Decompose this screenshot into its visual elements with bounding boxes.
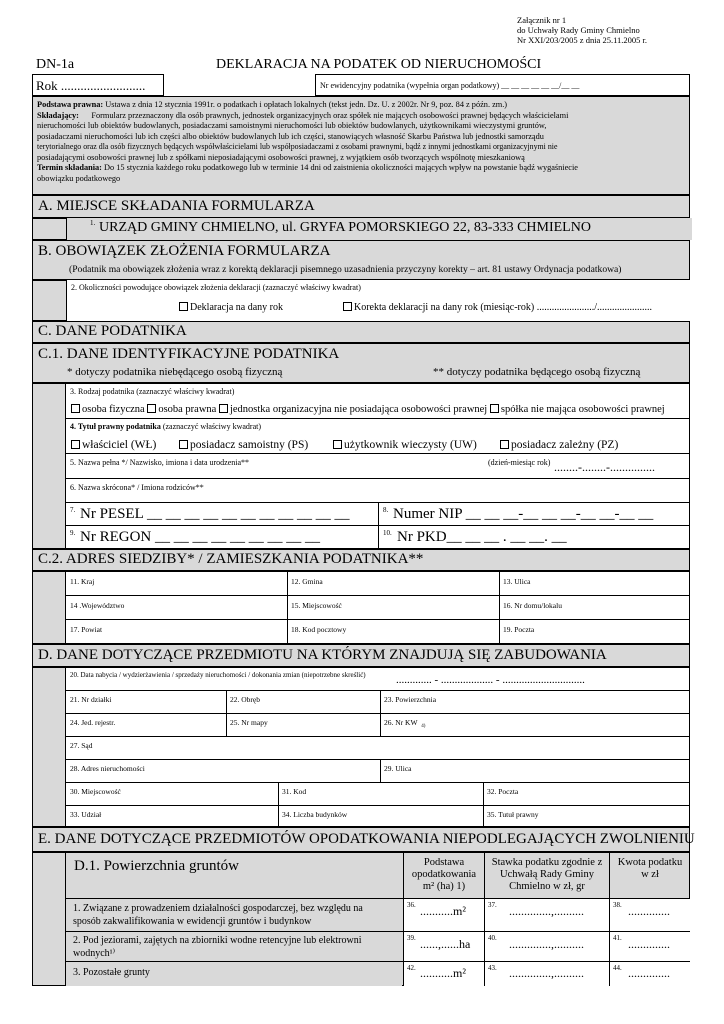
f20-label: 20. Data nabycia / wydzierżawienia / sprzedaży nieruchomości / dokonania zmian (niepotrzebne skreślić) <box>70 671 366 679</box>
f4-opt-perpetual-user[interactable] <box>333 439 477 451</box>
section-b-header <box>32 240 690 280</box>
rok-field[interactable] <box>32 74 164 96</box>
row-3-label <box>66 962 402 986</box>
section-c2-title: C.2. ADRES SIEDZIBY* / ZAMIESZKANIA PODATNIKA** <box>38 551 424 567</box>
section-e-header <box>32 827 695 852</box>
d-street[interactable]: 29. Ulica <box>384 764 412 773</box>
addr-postal-code[interactable]: 18. Kod pocztowy <box>291 625 347 634</box>
section-c1-title: C.1. DANE IDENTYFIKACYJNE PODATNIKA <box>38 346 340 362</box>
row-1-label-2: sposób zakwalifikowania w ewidencji gruntów i budynkow <box>73 916 312 927</box>
row-1-amount[interactable] <box>610 899 690 931</box>
land-area-table <box>65 852 690 986</box>
col-amount-l1: Kwota podatku <box>617 857 683 868</box>
annex-line-1: Załącznik nr 1 <box>517 15 567 25</box>
basis-label: Podstawa prawna: <box>37 100 104 109</box>
section-b-subtitle: (Podatnik ma obowiązek złożenia wraz z korektą deklaracji pisemnego uzasadnienia przyczyny korekty – art. 81 ustawy Ordynacja podatkowa) <box>69 264 622 275</box>
row-2-amount[interactable] <box>610 932 690 961</box>
col-base-l3: m² (ha) 1) <box>422 881 466 892</box>
row-1-rate[interactable] <box>485 899 609 931</box>
row-2-rate-value: ..............,.......... <box>509 937 584 951</box>
form-title: DEKLARACJA NA PODATEK OD NIERUCHOMOŚCI <box>216 57 542 72</box>
f3-label: 3. Rodzaj podatnika (zaznaczyć właściwy kwadrat) <box>70 387 235 396</box>
checkbox-icon[interactable] <box>500 440 509 449</box>
legal-basis-block <box>32 96 690 195</box>
row-2-base-value: ......,......ha <box>420 937 471 951</box>
d-locality[interactable]: 30. Miejscowość <box>70 787 121 796</box>
field-5-full-name[interactable] <box>65 453 690 479</box>
f3-opt-label: jednostka organizacyjna nie posiadająca osobowości prawnej <box>229 404 488 415</box>
f3-opt-label: osoba prawna <box>158 404 217 415</box>
addr-street[interactable]: 13. Ulica <box>503 577 531 586</box>
annex-line-2: do Uchwały Rady Gminy Chmielno <box>517 25 640 35</box>
section-b-title: B. OBOWIĄZEK ZŁOŻENIA FORMULARZA <box>38 243 331 259</box>
f5-label: 5. Nazwa pełna */ Nazwisko, imiona i data urodzenia** <box>70 458 250 467</box>
f4-opt-label: właściciel (WŁ) <box>82 439 157 451</box>
basis-text: Ustawa z dnia 12 stycznia 1991r. o podatkach i opłatach lokalnych (tekst jedn. Dz. U. z 2002r. Nr 9, poz. 84 z późn. zm.) <box>105 100 508 109</box>
d-court[interactable]: 27. Sąd <box>70 741 93 750</box>
d-post-office[interactable]: 32. Poczta <box>487 787 519 796</box>
f7-text: Nr PESEL __ __ __ __ __ __ __ __ __ __ __ <box>80 506 350 522</box>
section-a-header <box>32 195 690 218</box>
filers-text-1: Formularz przeznaczony dla osób prawnych, jednostek organizacyjnych oraz spółek nie mających osobowości prawnej będących właścicielami <box>91 110 569 120</box>
d-property-address[interactable]: 28. Adres nieruchomości <box>70 764 145 773</box>
section-c-title: C. DANE PODATNIKA <box>38 323 187 339</box>
a-field-num: 1. <box>90 219 96 227</box>
b-option-correction[interactable] <box>343 302 652 313</box>
row-3-base-value: ...........m² <box>420 966 466 980</box>
section-c2-header <box>32 549 690 571</box>
field-9-regon[interactable] <box>65 525 379 549</box>
row-3-rate-num: 43. <box>488 964 497 972</box>
property-grid <box>65 667 690 827</box>
f3-opt-natural[interactable] <box>71 404 145 415</box>
col-base-l2: opodatkowania <box>411 869 477 880</box>
row-3-rate[interactable] <box>485 962 609 986</box>
row-2-amount-value: .............. <box>628 937 670 951</box>
checkbox-icon[interactable] <box>343 302 352 311</box>
field-10-pkd[interactable] <box>378 525 690 549</box>
row-1-amount-num: 38. <box>613 901 622 909</box>
addr-locality[interactable]: 15. Miejscowość <box>291 601 342 610</box>
nr-ewidencyjny-label: Nr ewidencyjny podatnika (wypełnia organ podatkowy) __ __ __ __ __ __/__ __ <box>320 81 580 90</box>
f10-text: Nr PKD__ __ __ . __ __. __ <box>397 529 567 545</box>
section-e-title: E. DANE DOTYCZĄCE PRZEDMIOTÓW OPODATKOWANIA NIEPODLEGAJĄCYCH ZWOLNIENIU <box>38 831 695 847</box>
f10-num: 10. <box>383 529 392 537</box>
row-2-rate-num: 40. <box>488 934 497 942</box>
field-3-taxpayer-type <box>65 383 690 419</box>
addr-voivodeship[interactable]: 14 .Województwo <box>70 601 125 610</box>
section-a-title: A. MIEJSCE SKŁADANIA FORMULARZA <box>38 198 315 214</box>
row-1-rate-value: ..............,.......... <box>509 904 584 918</box>
addr-house-no[interactable]: 16. Nr domu/lokalu <box>503 601 562 610</box>
section-a-body <box>32 218 690 240</box>
f4-opt-label: posiadacz samoistny (PS) <box>190 439 309 451</box>
d-land-register[interactable] <box>384 718 425 729</box>
row-3-rate-value: ..............,.......... <box>509 966 584 980</box>
row-2-label <box>66 932 402 961</box>
checkbox-icon[interactable] <box>490 404 499 413</box>
f20-dots[interactable]: ............. - ................... - .............................. <box>396 674 585 686</box>
f3-opt-label: spółka nie mająca osobowości prawnej <box>500 404 665 415</box>
filers-text-3: posiadaczami nieruchomości lub ich części albo obiektów budowlanych lub ich części, stanowiących własność Skarbu Państwa lub jednostki samorządu <box>37 131 544 141</box>
nr-ewidencyjny-field[interactable] <box>315 74 690 96</box>
f4-opt-label: użytkownik wieczysty (UW) <box>344 439 477 451</box>
row-1-label <box>66 899 402 931</box>
addr-commune[interactable]: 12. Gmina <box>291 577 323 586</box>
row-1-rate-num: 37. <box>488 901 497 909</box>
row-3-amount-value: .............. <box>628 966 670 980</box>
form-code: DN-1a <box>36 57 75 72</box>
d-precinct[interactable]: 22. Obręb <box>230 695 260 704</box>
field-8-nip[interactable] <box>378 502 690 526</box>
checkbox-icon[interactable] <box>179 302 188 311</box>
row-3-amount[interactable] <box>610 962 690 986</box>
deadline-text-2: obowiązku podatkowego <box>37 173 121 183</box>
row-3-label-1: 3. Pozostałe grunty <box>73 967 150 978</box>
deadline-label: Termin składania: <box>37 163 102 172</box>
d-building-count[interactable]: 34. Liczba budynków <box>282 810 348 819</box>
section-c1-header <box>32 343 690 383</box>
field-4-legal-title <box>65 418 690 454</box>
row-2-base-num: 39. <box>407 934 416 942</box>
f4-opt-owner[interactable] <box>71 439 156 451</box>
b-field-2-label: 2. Okoliczności powodujące obowiązek złożenia deklaracji (zaznaczyć właściwy kwadrat) <box>71 283 361 292</box>
d-land-register-label: 26. Nr KW <box>384 718 418 727</box>
section-c-header <box>32 321 690 343</box>
f3-opt-org-unit[interactable] <box>219 404 487 415</box>
filers-text-2: nieruchomości lub obiektów budowlanych, posiadaczami samoistnymi nieruchomości lub obiektów budowlanych, użytkownikami wieczystymi gruntów, <box>37 121 547 130</box>
f3-opt-partnership[interactable] <box>490 404 665 415</box>
b-option-correction-label: Korekta deklaracji na dany rok (miesiąc-rok) ......................./...................... <box>354 302 652 313</box>
f9-num: 9. <box>70 529 76 537</box>
f4-opt-possessor[interactable] <box>179 439 308 451</box>
f5-date-label: (dzień-miesiąc rok) <box>488 458 551 467</box>
b-option-annual-label: Deklaracja na dany rok <box>190 302 284 313</box>
row-3-base-num: 42. <box>407 964 416 972</box>
deadline-text-1: Do 15 stycznia każdego roku podatkowego lub w terminie 14 dni od zaistnienia okoliczności mających wpływ na powstanie bądź wygaśniecie <box>104 163 578 172</box>
f4-opt-label: posiadacz zależny (PZ) <box>511 439 619 451</box>
d-land-register-note: 4) <box>421 724 426 729</box>
row-1-label-1: 1. Związane z prowadzeniem działalności gospodarczej, bez względu na <box>73 903 363 914</box>
section-d-header <box>32 644 690 667</box>
row-2-amount-num: 41. <box>613 934 622 942</box>
checkbox-icon[interactable] <box>71 440 80 449</box>
f9-text: Nr REGON __ __ __ __ __ __ __ __ __ <box>80 529 320 545</box>
d-map-no[interactable]: 25. Nr mapy <box>230 718 268 727</box>
checkbox-icon[interactable] <box>219 404 228 413</box>
annex-line-3: Nr XXI/203/2005 z dnia 25.11.2005 r. <box>517 35 648 45</box>
section-b-body <box>32 280 690 321</box>
d-legal-title[interactable]: 35. Tutuł prawny <box>487 810 539 819</box>
addr-district[interactable]: 17. Powiat <box>70 625 103 634</box>
f8-text: Numer NIP __ __ __-__ __ __-__ __-__ __ <box>393 506 654 522</box>
row-2-rate[interactable] <box>485 932 609 961</box>
d-parcel-no[interactable]: 21. Nr działki <box>70 695 112 704</box>
row-1-base[interactable] <box>404 899 484 931</box>
b-option-annual[interactable] <box>179 302 283 313</box>
addr-country[interactable]: 11. Kraj <box>70 577 95 586</box>
tax-office-address: URZĄD GMINY CHMIELNO, ul. GRYFA POMORSKIEGO 22, 83-333 CHMIELNO <box>99 220 591 235</box>
row-3-amount-num: 44. <box>613 964 622 972</box>
row-2-base[interactable] <box>404 932 484 961</box>
col-amount-l2: w zł <box>641 869 659 880</box>
filers-label: Składający: <box>37 110 79 120</box>
row-2-label-1: 2. Pod jeziorami, zajętych na zbiorniki wodne retencyjne lub elektrowni <box>73 935 362 946</box>
field-6-short-name[interactable] <box>65 478 690 503</box>
row-2-label-2: wodnych¹⁾ <box>73 948 116 959</box>
d-postal-code[interactable]: 31. Kod <box>282 787 307 796</box>
address-grid <box>65 571 690 644</box>
col-rate-l3: Chmielno w zł, gr <box>509 881 585 892</box>
filers-text-5: posiadającymi osobowości prawnej lub z spółkami nieposiadającymi osobowości prawnej, z wyjątkiem osób tworzących wspólnotę mieszkaniową <box>37 152 525 162</box>
f3-opt-legal[interactable] <box>147 404 216 415</box>
f4-opt-dependent[interactable] <box>500 439 618 451</box>
d1-title: D.1. Powierzchnia gruntów <box>74 858 239 874</box>
d-registry-unit[interactable]: 24. Jed. rejestr. <box>70 718 116 727</box>
d-area[interactable]: 23. Powierzchnia <box>384 695 437 704</box>
f7-num: 7. <box>70 506 76 514</box>
f4-label: 4. Tytuł prawny podatnika <box>70 422 161 431</box>
c1-note-legal: * dotyczy podatnika niebędącego osobą fizyczną <box>67 366 283 378</box>
d-share[interactable]: 33. Udział <box>70 810 102 819</box>
c1-note-natural: ** dotyczy podatnika będącego osobą fizyczną <box>433 366 641 378</box>
f4-label-rest: (zaznaczyć właściwy kwadrat) <box>160 422 262 431</box>
section-d-title: D. DANE DOTYCZĄCE PRZEDMIOTU NA KTÓRYM ZNAJDUJĄ SIĘ ZABUDOWANIA <box>38 647 607 663</box>
addr-post-office[interactable]: 19. Poczta <box>503 625 535 634</box>
f5-date-dots: ........-........-............... <box>554 460 655 474</box>
col-base-l1: Podstawa <box>423 857 465 868</box>
f8-num: 8. <box>383 506 389 514</box>
col-rate-l2: Uchwałą Rady Gminy <box>500 869 594 880</box>
row-3-base[interactable] <box>404 962 484 986</box>
row-1-base-value: ...........m² <box>420 904 466 918</box>
checkbox-icon[interactable] <box>147 404 156 413</box>
col-rate-l1: Stawka podatku zgodnie z <box>491 857 603 868</box>
row-1-amount-value: .............. <box>628 904 670 918</box>
filers-text-4: terytorialnego oraz dla osób fizycznych będących współwłaścicielami lub współposiadaczami z osobami prawnymi, bądź z innymi jednostkami organizacyjnymi nie <box>37 142 558 151</box>
f3-opt-label: osoba fizyczna <box>82 404 145 415</box>
checkbox-icon[interactable] <box>333 440 342 449</box>
checkbox-icon[interactable] <box>179 440 188 449</box>
f6-label: 6. Nazwa skrócona* / Imiona rodziców** <box>70 483 204 492</box>
rok-label: Rok .......................... <box>36 78 146 93</box>
checkbox-icon[interactable] <box>71 404 80 413</box>
field-7-pesel[interactable] <box>65 502 379 526</box>
row-1-base-num: 36. <box>407 901 416 909</box>
annex-note <box>517 15 647 45</box>
